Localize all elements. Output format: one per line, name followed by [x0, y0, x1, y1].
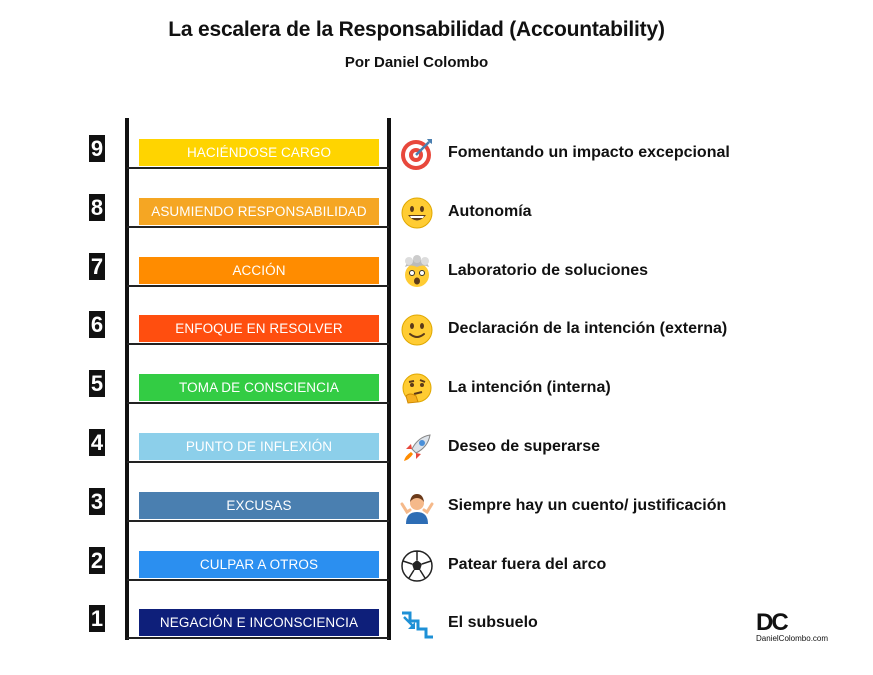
- rocket-icon: [400, 431, 434, 465]
- logo-url: DanielColombo.com: [756, 634, 829, 643]
- ladder-step-1: [0, 605, 873, 663]
- step-description: Siempre hay un cuento/ justificación: [448, 496, 727, 514]
- step-description: Fomentando un impacto excepcional: [448, 144, 730, 161]
- ladder-step-6: [0, 311, 873, 369]
- step-number: 5: [90, 371, 104, 397]
- step-description: Deseo de superarse: [448, 438, 601, 455]
- target-dart-icon: [400, 137, 434, 171]
- ladder-rung: [127, 637, 389, 639]
- step-label: EXCUSAS: [139, 492, 379, 519]
- ladder-rung: [127, 285, 389, 287]
- ladder-rung: [127, 520, 389, 522]
- ladder-rung: [127, 226, 389, 228]
- slightly-smiling-face-icon: [400, 313, 434, 347]
- step-label: ASUMIENDO RESPONSABILIDAD: [139, 198, 379, 225]
- ladder-step-8: [0, 194, 873, 252]
- ladder-rung: [127, 167, 389, 169]
- logo-mark: DC: [756, 609, 787, 636]
- step-description: La intención (interna): [448, 379, 611, 397]
- thinking-face-icon: [400, 372, 434, 406]
- step-number: 1: [90, 606, 104, 632]
- step-description: El subsuelo: [448, 614, 538, 632]
- ladder-step-2: [0, 547, 873, 605]
- step-description: Declaración de la intención (externa): [448, 320, 728, 338]
- ladder-rung: [127, 343, 389, 345]
- ladder-rung: [127, 579, 389, 581]
- step-number: 3: [90, 488, 104, 514]
- ladder-step-9: [0, 135, 873, 193]
- step-label: PUNTO DE INFLEXIÓN: [139, 433, 379, 460]
- step-number: 2: [90, 547, 104, 573]
- step-description: Patear fuera del arco: [448, 555, 607, 573]
- step-number: 9: [90, 136, 104, 161]
- step-label: TOMA DE CONSCIENCIA: [139, 374, 379, 401]
- step-number: 4: [90, 430, 104, 455]
- step-description: Laboratorio de soluciones: [448, 261, 649, 279]
- ladder-step-5: [0, 370, 873, 428]
- grinning-face-icon: [400, 196, 434, 230]
- step-label: ENFOQUE EN RESOLVER: [139, 315, 379, 342]
- step-number: 6: [90, 312, 104, 338]
- stairs-down-icon: [400, 607, 434, 641]
- ladder-step-3: [0, 488, 873, 546]
- step-description: Autonomía: [448, 202, 532, 220]
- step-label: CULPAR A OTROS: [139, 551, 379, 578]
- ladder-step-7: [0, 253, 873, 311]
- ladder-rung: [127, 461, 389, 463]
- page-subtitle: Por Daniel Colombo: [344, 54, 489, 71]
- person-shrugging-icon: [400, 490, 434, 524]
- ladder-rung: [127, 402, 389, 404]
- step-label: HACIÉNDOSE CARGO: [139, 139, 379, 166]
- page-title: La escalera de la Responsabilidad (Accountability): [168, 18, 665, 41]
- step-number: 8: [90, 194, 104, 220]
- soccer-ball-icon: [400, 549, 434, 583]
- step-number: 7: [90, 253, 104, 279]
- exploding-head-icon: [400, 255, 434, 289]
- step-label: NEGACIÓN E INCONSCIENCIA: [139, 609, 379, 636]
- step-label: ACCIÓN: [139, 257, 379, 284]
- ladder-step-4: [0, 429, 873, 487]
